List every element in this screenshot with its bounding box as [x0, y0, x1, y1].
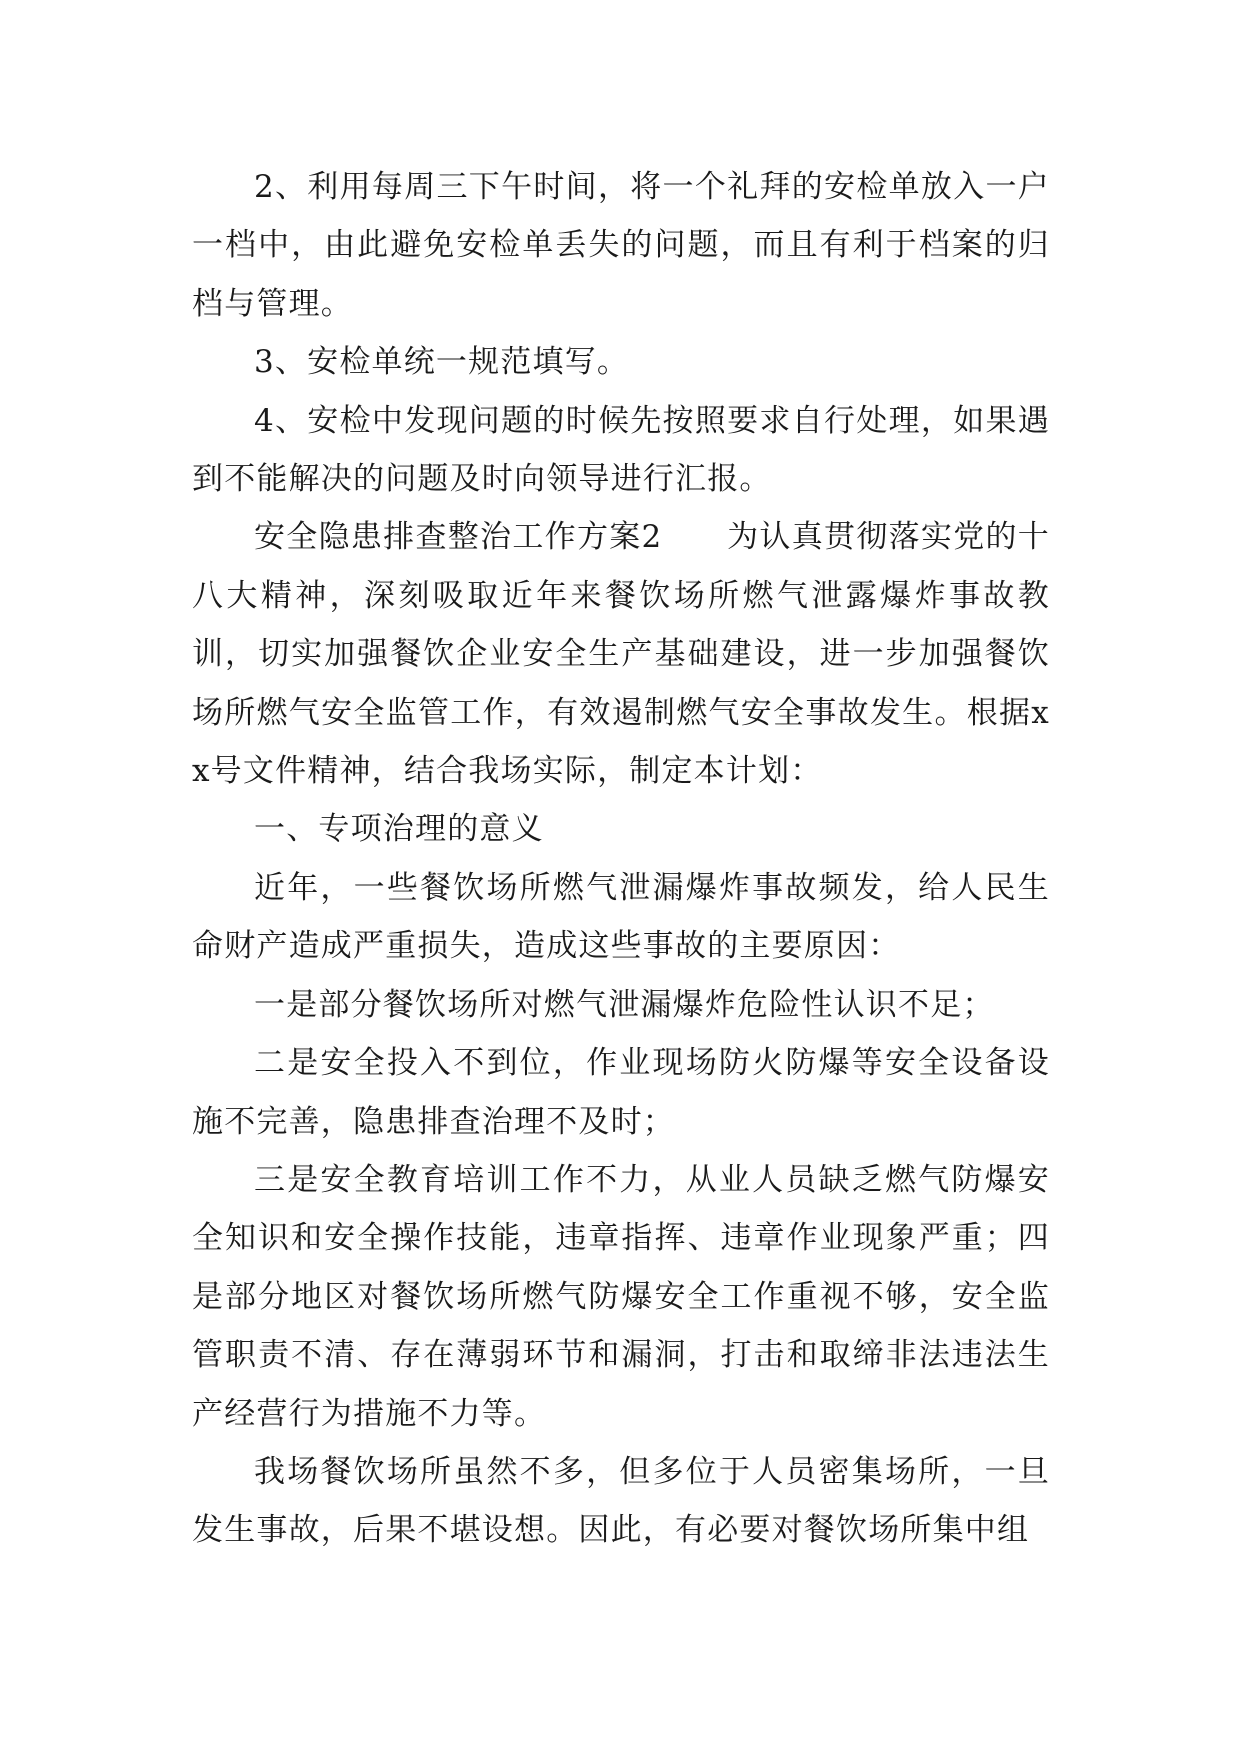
- causes-intro-paragraph: 近年，一些餐饮场所燃气泄漏爆炸事故频发，给人民生命财产造成严重损失，造成这些事故的主要原因：: [192, 869, 1050, 965]
- paragraph-item-2: 2、利用每周三下午时间，将一个礼拜的安检单放入一户一档中，由此避免安检单丢失的问题，而且有利于档案的归档与管理。: [192, 169, 1050, 322]
- cause-2-paragraph: 二是安全投入不到位，作业现场防火防爆等安全设备设施不完善，隐患排查治理不及时；: [192, 1045, 1050, 1140]
- cause-3-4-paragraph: 三是安全教育培训工作不力，从业人员缺乏燃气防爆安全知识和安全操作技能，违章指挥、违章作业现象严重；四是部分地区对餐饮场所燃气防爆安全工作重视不够，安全监管职责不清、存在薄弱环节和漏洞，打击和取缔非法违法生产经营行为措施不力等。: [192, 1161, 1050, 1432]
- local-situation-paragraph: 我场餐饮场所虽然不多，但多位于人员密集场所，一旦发生事故，后果不堪设想。因此，有必要对餐饮场所集中组: [192, 1453, 1050, 1549]
- plan-2-intro-paragraph: 安全隐患排查整治工作方案2 为认真贯彻落实党的十八大精神，深刻吸取近年来餐饮场所燃气泄露爆炸事故教训，切实加强餐饮企业安全生产基础建设，进一步加强餐饮场所燃气安全监管工作，有效遏制燃气安全事故发生。根据xx号文件精神，结合我场实际，制定本计划：: [192, 519, 1050, 790]
- document-body: [192, 158, 1050, 1560]
- cause-1-paragraph: 一是部分餐饮场所对燃气泄漏爆炸危险性认识不足；: [254, 986, 995, 1023]
- paragraph-item-3: 3、安检单统一规范填写。: [254, 344, 630, 381]
- paragraph-item-4: 4、安检中发现问题的时候先按照要求自行处理，如果遇到不能解决的问题及时向领导进行汇报。: [192, 402, 1050, 498]
- section-heading-significance: 一、专项治理的意义: [254, 811, 544, 848]
